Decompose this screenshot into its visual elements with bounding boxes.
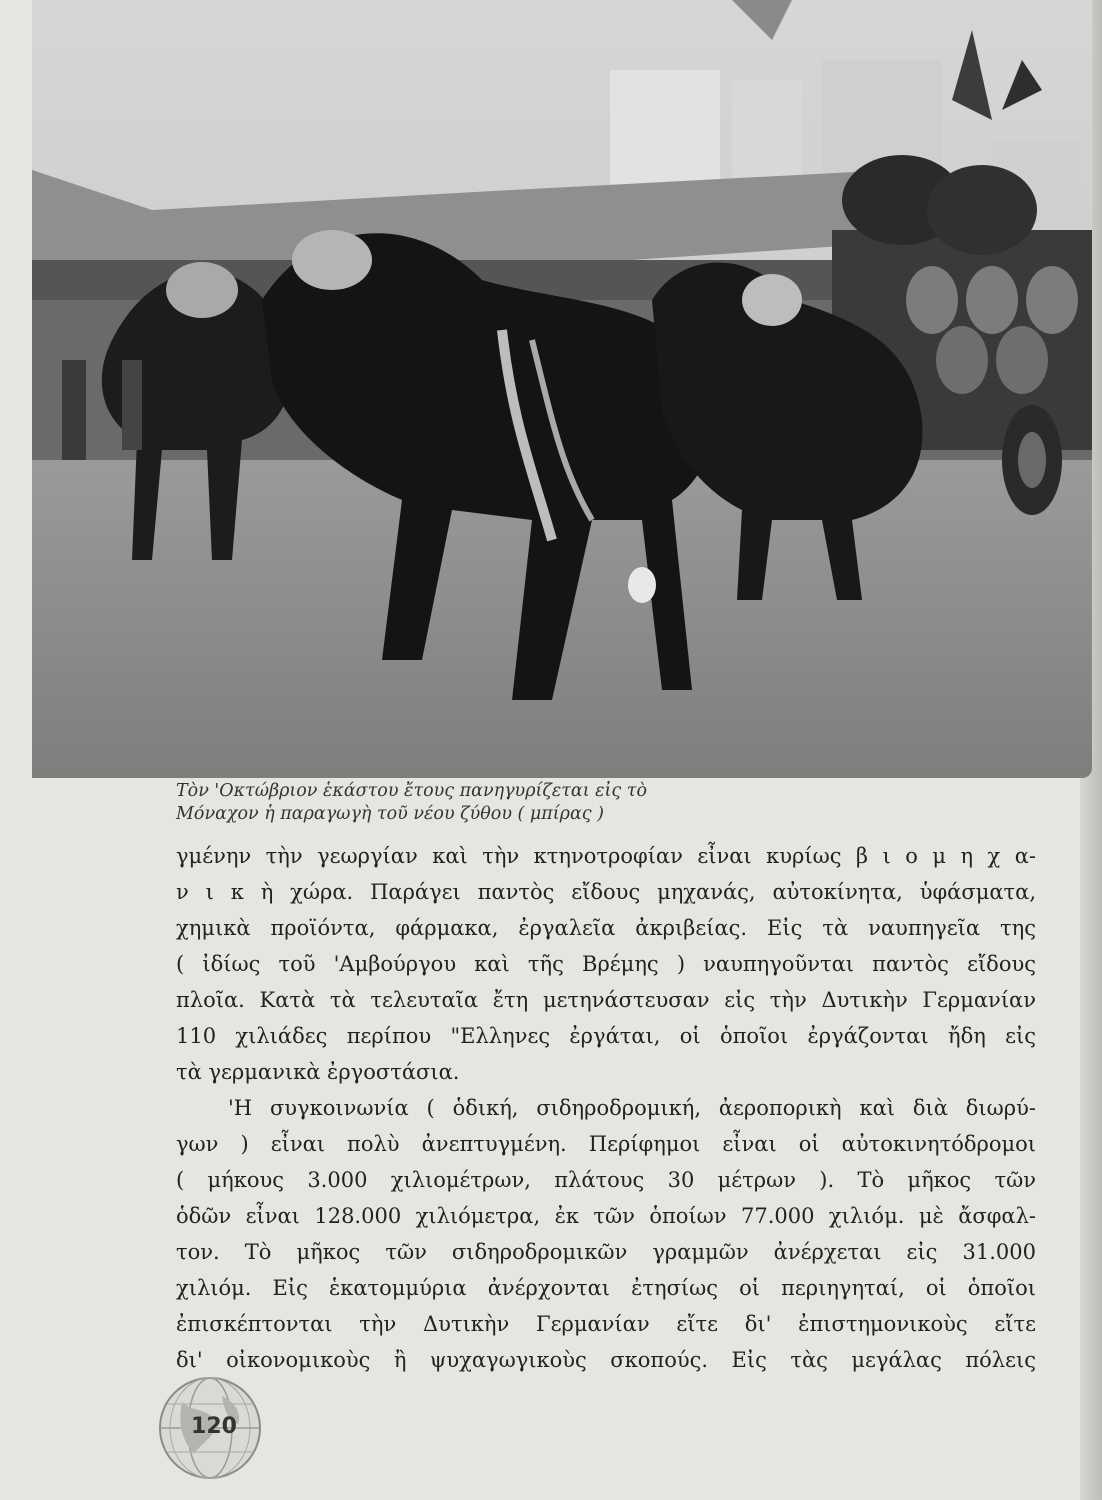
body-text — [176, 838, 1036, 1378]
text-line: ὁδῶν εἶναι 128.000 χιλιόμετρα, ἐκ τῶν ὁποίων 77.000 χιλιόμ. μὲ ἄσφαλ- — [176, 1204, 1036, 1228]
page-number: 120 — [191, 1414, 237, 1439]
text-line: ν ι κ ὴ χώρα. Παράγει παντὸς εἴδους μηχανάς, αὐτοκίνητα, ὑφάσματα, — [176, 880, 1036, 904]
text-line: γμένην τὴν γεωργίαν καὶ τὴν κτηνοτροφίαν εἶναι κυρίως β ι ο μ η χ α- — [176, 844, 1036, 868]
paragraph — [176, 838, 1036, 1090]
text-line: 'Η συγκοινωνία ( ὁδική, σιδηροδρομική, ἀεροπορικὴ καὶ διὰ διωρύ- — [228, 1096, 1036, 1120]
text-line: πλοῖα. Κατὰ τὰ τελευταῖα ἔτη μετηνάστευσαν εἰς τὴν Δυτικὴν Γερμανίαν — [176, 988, 1036, 1012]
text-line: χιλιόμ. Εἰς ἑκατομμύρια ἀνέρχονται ἐτησίως οἱ περιηγηταί, οἱ ὁποῖοι — [176, 1276, 1036, 1300]
paragraph — [176, 1090, 1036, 1378]
caption-line: Μόναχον ἡ παραγωγὴ τοῦ νέου ζύθου ( μπίρας ) — [176, 804, 604, 824]
parade-photo — [32, 0, 1092, 778]
text-line: τὰ γερμανικὰ ἐργοστάσια. — [176, 1060, 460, 1084]
text-line: δι' οἰκονομικοὺς ἢ ψυχαγωγικοὺς σκοπούς. Εἰς τὰς μεγάλας πόλεις — [176, 1348, 1036, 1372]
caption-line: Τὸν 'Οκτώβριον ἑκάστου ἔτους πανηγυρίζεται εἰς τὸ — [176, 781, 647, 801]
text-line: ( ἰδίως τοῦ 'Αμβούργου καὶ τῆς Βρέμης ) ναυπηγοῦνται παντὸς εἴδους — [176, 952, 1036, 976]
text-line: χημικὰ προϊόντα, φάρμακα, ἐργαλεῖα ἀκριβείας. Εἰς τὰ ναυπηγεῖα της — [176, 916, 1036, 940]
text-line: ( μήκους 3.000 χιλιομέτρων, πλάτους 30 μέτρων ). Τὸ μῆκος τῶν — [176, 1168, 1036, 1192]
text-line: ἐπισκέπτονται τὴν Δυτικὴν Γερμανίαν εἴτε δι' ἐπιστημονικοὺς εἴτε — [176, 1312, 1036, 1336]
text-line: γων ) εἶναι πολὺ ἀνεπτυγμένη. Περίφημοι εἶναι οἱ αὐτοκινητόδρομοι — [176, 1132, 1036, 1156]
photo-caption — [176, 780, 736, 826]
text-line: 110 χιλιάδες περίπου "Ελληνες ἐργάται, οἱ ὁποῖοι ἐργάζονται ἤδη εἰς — [176, 1024, 1036, 1048]
text-line: τον. Τὸ μῆκος τῶν σιδηροδρομικῶν γραμμῶν ἀνέρχεται εἰς 31.000 — [176, 1240, 1036, 1264]
